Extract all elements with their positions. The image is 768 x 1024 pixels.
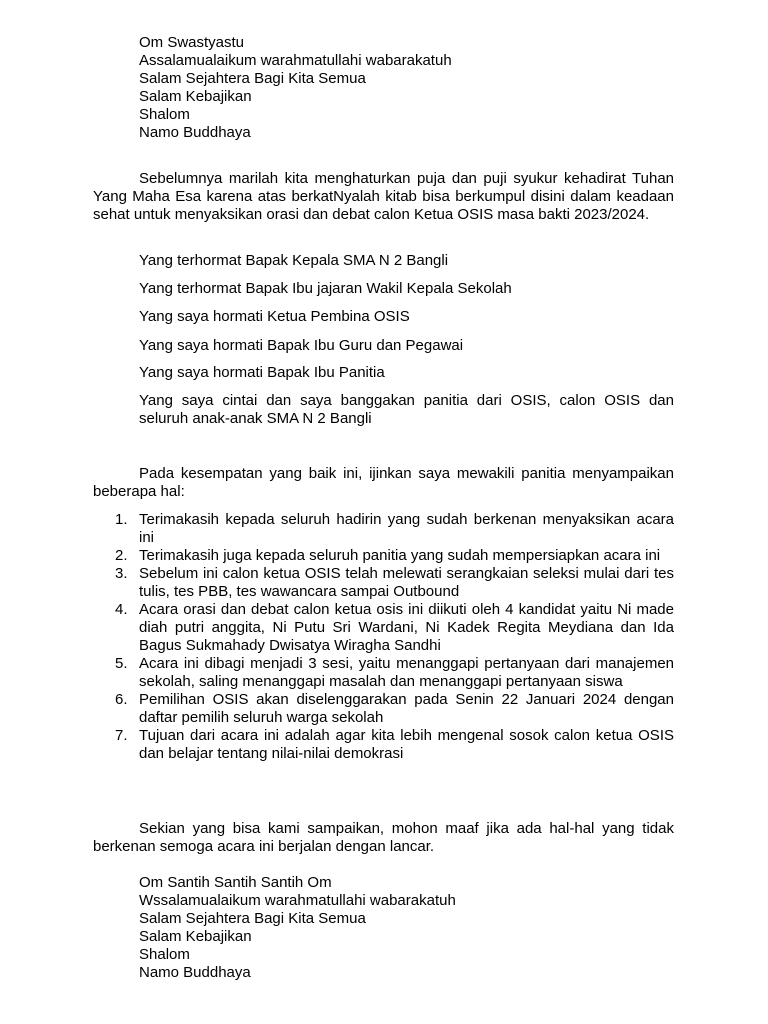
list-item-text: Acara ini dibagi menjadi 3 sesi, yaitu menanggapi pertanyaan dari manajemen sekolah, saling menanggapi masalah dan menanggapi pertanyaan siswa [139, 655, 674, 690]
list-item-text: Sebelum ini calon ketua OSIS telah melewati serangkaian seleksi mulai dari tes tulis, tes PBB, tes wawancara sampai Outbound [139, 565, 674, 600]
list-item [93, 547, 674, 565]
list-number: 7. [115, 727, 128, 744]
greeting-line: Shalom [139, 946, 190, 963]
list-item [93, 691, 674, 727]
list-item-text: Pemilihan OSIS akan diselenggarakan pada Senin 22 Januari 2024 dengan daftar pemilih seluruh warga sekolah [139, 691, 674, 726]
points-intro-paragraph: Pada kesempatan yang baik ini, ijinkan saya mewakili panitia menyampaikan beberapa hal: [93, 465, 674, 500]
greeting-line: Shalom [139, 106, 190, 123]
list-number: 2. [115, 547, 128, 564]
list-item [93, 655, 674, 691]
list-item-text: Terimakasih kepada seluruh hadirin yang sudah berkenan menyaksikan acara ini [139, 511, 674, 546]
greeting-line: Salam Sejahtera Bagi Kita Semua [139, 910, 366, 927]
list-item-text: Acara orasi dan debat calon ketua osis ini diikuti oleh 4 kandidat yaitu Ni made diah putri anggita, Ni Putu Sri Wardani, Ni Kadek Regita Meydiana dan Ida Bagus Sukmahady Dwisatya Wiragha Sandhi [139, 601, 674, 654]
salutation-line: Yang saya hormati Bapak Ibu Guru dan Pegawai [139, 337, 464, 354]
greeting-line: Salam Sejahtera Bagi Kita Semua [139, 70, 366, 87]
greeting-line: Assalamualaikum warahmatullahi wabarakatuh [139, 52, 452, 69]
greeting-line: Om Santih Santih Santih Om [139, 874, 332, 891]
greeting-line: Namo Buddhaya [139, 124, 251, 141]
list-item [93, 601, 674, 655]
greeting-line: Salam Kebajikan [139, 928, 252, 945]
list-number: 5. [115, 655, 128, 672]
list-item-text: Tujuan dari acara ini adalah agar kita lebih mengenal sosok calon ketua OSIS dan belajar tentang nilai-nilai demokrasi [139, 727, 674, 762]
greeting-line: Salam Kebajikan [139, 88, 252, 105]
greeting-line: Namo Buddhaya [139, 964, 251, 981]
intro-paragraph: Sebelumnya marilah kita menghaturkan puja dan puji syukur kehadirat Tuhan Yang Maha Esa karena atas berkatNyalah kitab bisa berkumpul disini dalam keadaan sehat untuk menyaksikan orasi dan debat calon Ketua OSIS masa bakti 2023/2024. [93, 170, 674, 223]
greeting-line: Wssalamualaikum warahmatullahi wabarakatuh [139, 892, 456, 909]
greeting-line: Om Swastyastu [139, 34, 245, 51]
list-item-text: Terimakasih juga kepada seluruh panitia yang sudah mempersiapkan acara ini [139, 547, 661, 564]
opening-greetings [139, 34, 452, 142]
salutation-line: Yang saya hormati Ketua Pembina OSIS [139, 308, 410, 325]
list-item [93, 727, 674, 763]
list-item [93, 565, 674, 601]
list-item [93, 511, 674, 547]
list-number: 4. [115, 601, 128, 618]
closing-paragraph: Sekian yang bisa kami sampaikan, mohon maaf jika ada hal-hal yang tidak berkenan semoga acara ini berjalan dengan lancar. [93, 820, 674, 855]
list-number: 1. [115, 511, 128, 528]
salutation-line: Yang terhormat Bapak Ibu jajaran Wakil Kepala Sekolah [139, 280, 512, 297]
salutation-line: Yang saya hormati Bapak Ibu Panitia [139, 364, 385, 381]
closing-greetings [139, 874, 456, 982]
list-number: 3. [115, 565, 128, 582]
list-number: 6. [115, 691, 128, 708]
numbered-points-list [93, 511, 674, 763]
salutation-line: Yang saya cintai dan saya banggakan panitia dari OSIS, calon OSIS dan seluruh anak-anak SMA N 2 Bangli [139, 392, 674, 427]
salutation-line: Yang terhormat Bapak Kepala SMA N 2 Bangli [139, 252, 449, 269]
